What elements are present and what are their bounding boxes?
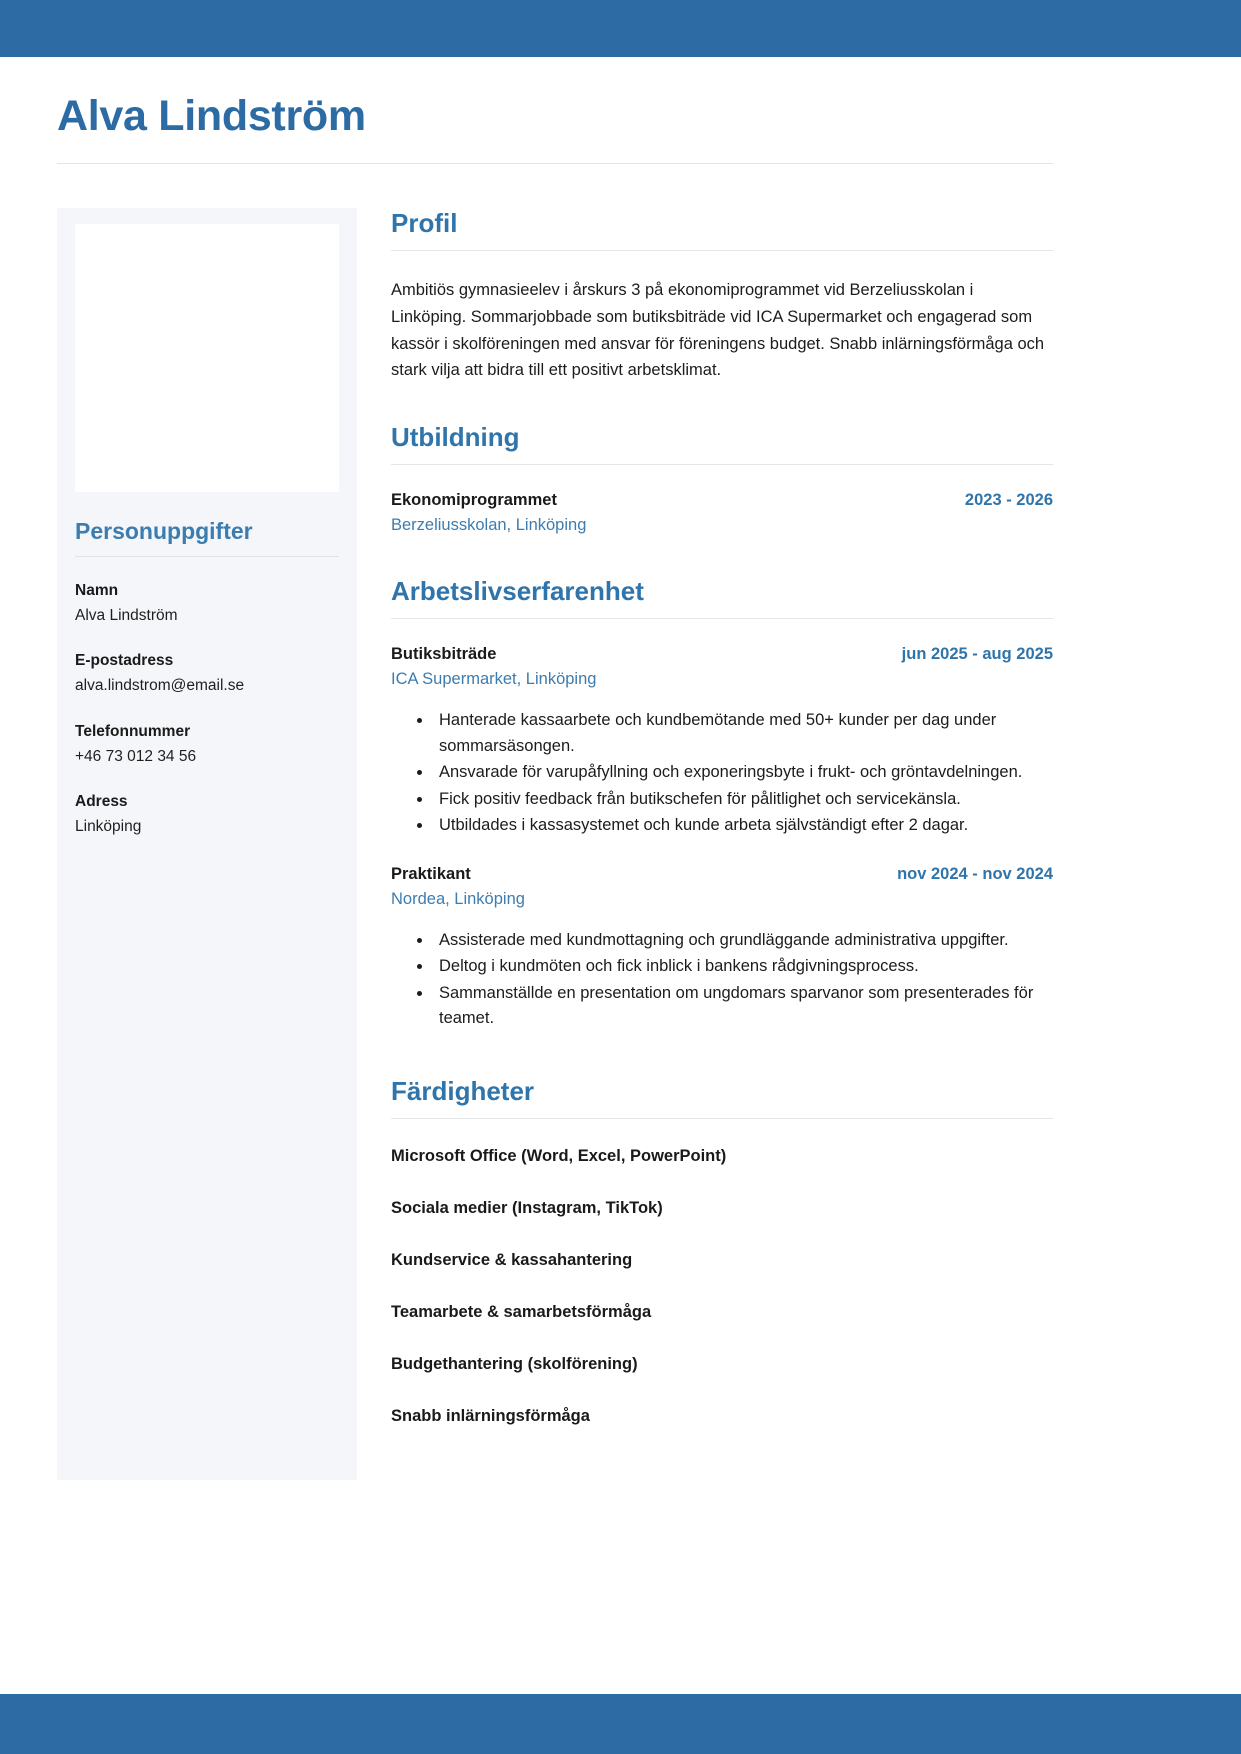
list-item: • Deltog i kundmöten och fick inblick i bankens rådgivningsprocess. [433,954,1053,980]
education-date-range: 2023 - 2026 [964,491,1053,510]
skill-item: Budgethantering (skolförening) [391,1354,638,1373]
job-title: Butiksbiträde [391,645,497,664]
section-skills [391,1076,1053,1429]
photo-placeholder [75,224,339,492]
job-title: Praktikant [391,864,471,883]
section-divider [391,618,1053,619]
title-divider [57,163,1053,164]
personal-field-email [75,649,339,698]
entry-header [391,643,1053,667]
list-item: • Sammanställde en presentation om ungdomars sparvanor som presenterades för teamet. [433,981,1053,1032]
entry-header [391,489,1053,513]
job-date-range: nov 2024 - nov 2024 [897,864,1053,883]
skill-item: Sociala medier (Instagram, TikTok) [391,1199,663,1218]
section-heading-skills: Färdigheter [391,1076,535,1107]
skill-item: Snabb inlärningsförmåga [391,1406,590,1425]
personal-field-address [75,790,339,839]
list-item: • Utbildades i kassasystemet och kunde arbeta självständigt efter 2 dagar. [433,813,1053,839]
education-school: Berzeliusskolan, Linköping [391,516,587,535]
field-value: Linköping [75,818,142,836]
section-divider [391,464,1053,465]
content-columns [57,208,1053,1480]
section-divider [391,1118,1053,1119]
list-item: • Assisterade med kundmottagning och grundläggande administrativa uppgifter. [433,928,1053,954]
job-employer: Nordea, Linköping [391,889,525,908]
sidebar-heading-personal-details: Personuppgifter [75,518,253,544]
skill-item: Kundservice & kassahantering [391,1251,633,1270]
job-bullet-list [391,928,1053,1032]
job-date-range: jun 2025 - aug 2025 [901,645,1053,664]
education-program: Ekonomiprogrammet [391,491,557,510]
field-label: Adress [75,793,128,811]
field-value: +46 73 012 34 56 [75,747,197,765]
job-bullet-list [391,708,1053,839]
experience-entry [391,643,1053,839]
section-experience [391,576,1053,1032]
section-education [391,422,1053,538]
top-accent-bar [0,0,1241,57]
skills-list [391,1145,1053,1429]
field-label: Namn [75,581,119,599]
field-label: Telefonnummer [75,722,191,740]
profile-summary-text: Ambitiös gymnasieelev i årskurs 3 på ekonomiprogrammet vid Berzeliusskolan i Linköping. Sommarjobbade som butiksbiträde vid ICA Supermarket och engagerad som kassör i skolföreningen med ansvar för föreningens budget. Snabb inlärningsförmåga och stark vilja att bidra till ett positivt arbetsklimat. [391,281,1045,380]
skill-item: Teamarbete & samarbetsförmåga [391,1302,652,1321]
section-heading-profile: Profil [391,208,458,238]
experience-entry [391,863,1053,1032]
section-heading-experience: Arbetslivserfarenhet [391,576,644,607]
list-item: • Ansvarade för varupåfyllning och exponeringsbyte i frukt- och gröntavdelningen. [433,760,1053,786]
section-divider [391,250,1053,251]
list-item: • Fick positiv feedback från butikschefen för pålitlighet och servicekänsla. [433,787,1053,813]
education-entry [391,489,1053,538]
main-content [357,208,1053,1435]
page-title: Alva Lindström [57,92,366,140]
section-profile [391,208,1053,384]
skill-item: Microsoft Office (Word, Excel, PowerPoint) [391,1147,727,1166]
sidebar-heading-divider [75,556,339,557]
entry-header [391,863,1053,887]
field-label: E-postadress [75,652,174,670]
bottom-accent-bar [0,1694,1241,1754]
job-employer: ICA Supermarket, Linköping [391,670,597,689]
field-value: alva.lindstrom@email.se [75,677,245,695]
personal-field-namn [75,579,339,628]
personal-field-phone [75,720,339,769]
sidebar [57,208,357,1480]
name-block [57,92,1053,164]
section-heading-education: Utbildning [391,422,520,453]
list-item: • Hanterade kassaarbete och kundbemötande med 50+ kunder per dag under sommarsäsongen. [433,708,1053,759]
field-value: Alva Lindström [75,606,178,624]
